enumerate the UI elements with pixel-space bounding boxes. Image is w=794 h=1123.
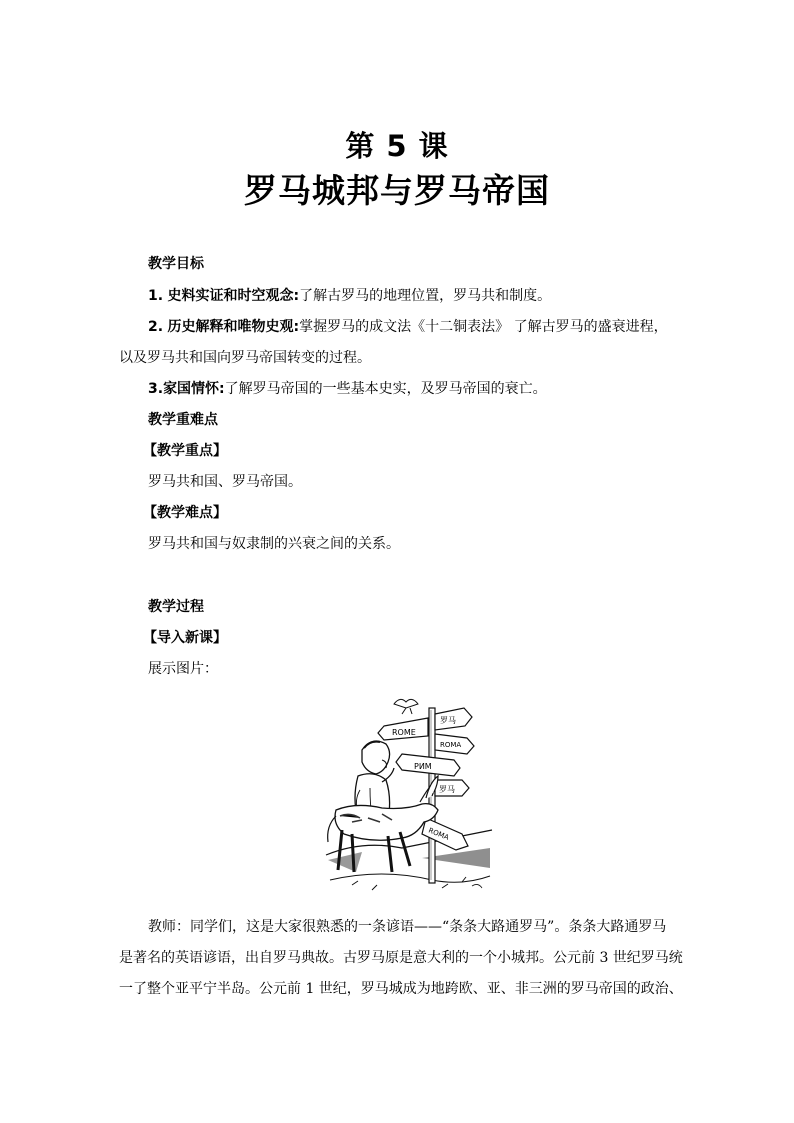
objective-3-text: 了解罗马帝国的一些基本史实，及罗马帝国的衰亡。 [224, 381, 547, 397]
signpost-cartoon-image [322, 690, 494, 902]
key-points-heading: 教学重难点 [148, 412, 218, 428]
objective-1 [148, 287, 551, 305]
show-picture-text: 展示图片： [148, 661, 218, 677]
objective-3-number: 3. [148, 381, 164, 397]
intro-label: 【导入新课】 [143, 630, 227, 646]
sign-rome-label: ROME [392, 728, 416, 737]
process-heading: 教学过程 [148, 599, 204, 615]
sign-roma-top-label: ROMA [440, 741, 462, 749]
lesson-title: 罗马城邦与罗马帝国 [244, 171, 550, 210]
objective-2 [148, 318, 668, 336]
sign-luoma-top-label: 罗马 [440, 716, 456, 725]
focus-label: 【教学重点】 [143, 443, 227, 459]
objective-1-number: 1. [148, 288, 164, 304]
sign-roma-top [435, 734, 474, 754]
sign-luoma-top [435, 708, 472, 730]
objective-1-label: 史料实证和时空观念: [167, 288, 300, 304]
objectives-heading: 教学目标 [148, 256, 204, 272]
sign-rome [378, 718, 428, 740]
difficulty-label: 【教学难点】 [143, 505, 227, 521]
paragraph-line-3: 一了整个亚平宁半岛。公元前 1 世纪，罗马城成为地跨欧、亚、非三洲的罗马帝国的政治、 [119, 981, 683, 997]
sign-luoma-mid [435, 780, 469, 796]
objective-2-continuation: 以及罗马共和国向罗马帝国转变的过程。 [119, 350, 371, 366]
sign-luoma-mid-label: 罗马 [439, 785, 455, 794]
focus-text: 罗马共和国、罗马帝国。 [148, 474, 302, 490]
sign-rim [396, 754, 460, 776]
difficulty-text: 罗马共和国与奴隶制的兴衰之间的关系。 [148, 536, 400, 552]
objective-2-text: 掌握罗马的成文法《十二铜表法》 了解古罗马的盛衰进程， [299, 319, 668, 335]
sign-roma-bottom-label: ROMA [427, 826, 450, 842]
sign-rim-label: РИМ [414, 762, 432, 771]
paragraph-line-2: 是著名的英语谚语，出自罗马典故。古罗马原是意大利的一个小城邦。公元前 3 世纪罗马统 [119, 950, 683, 966]
objective-3-label: 家国情怀: [163, 381, 225, 397]
objective-1-text: 了解古罗马的地理位置，罗马共和制度。 [299, 288, 552, 304]
objective-2-label: 历史解释和唯物史观: [167, 319, 300, 335]
objective-2-number: 2. [148, 319, 164, 335]
objective-3 [148, 380, 547, 398]
paragraph-line-1: 教师：同学们，这是大家很熟悉的一条谚语——“条条大路通罗马”。条条大路通罗马 [148, 919, 667, 935]
lesson-number: 第 5 课 [345, 129, 449, 163]
